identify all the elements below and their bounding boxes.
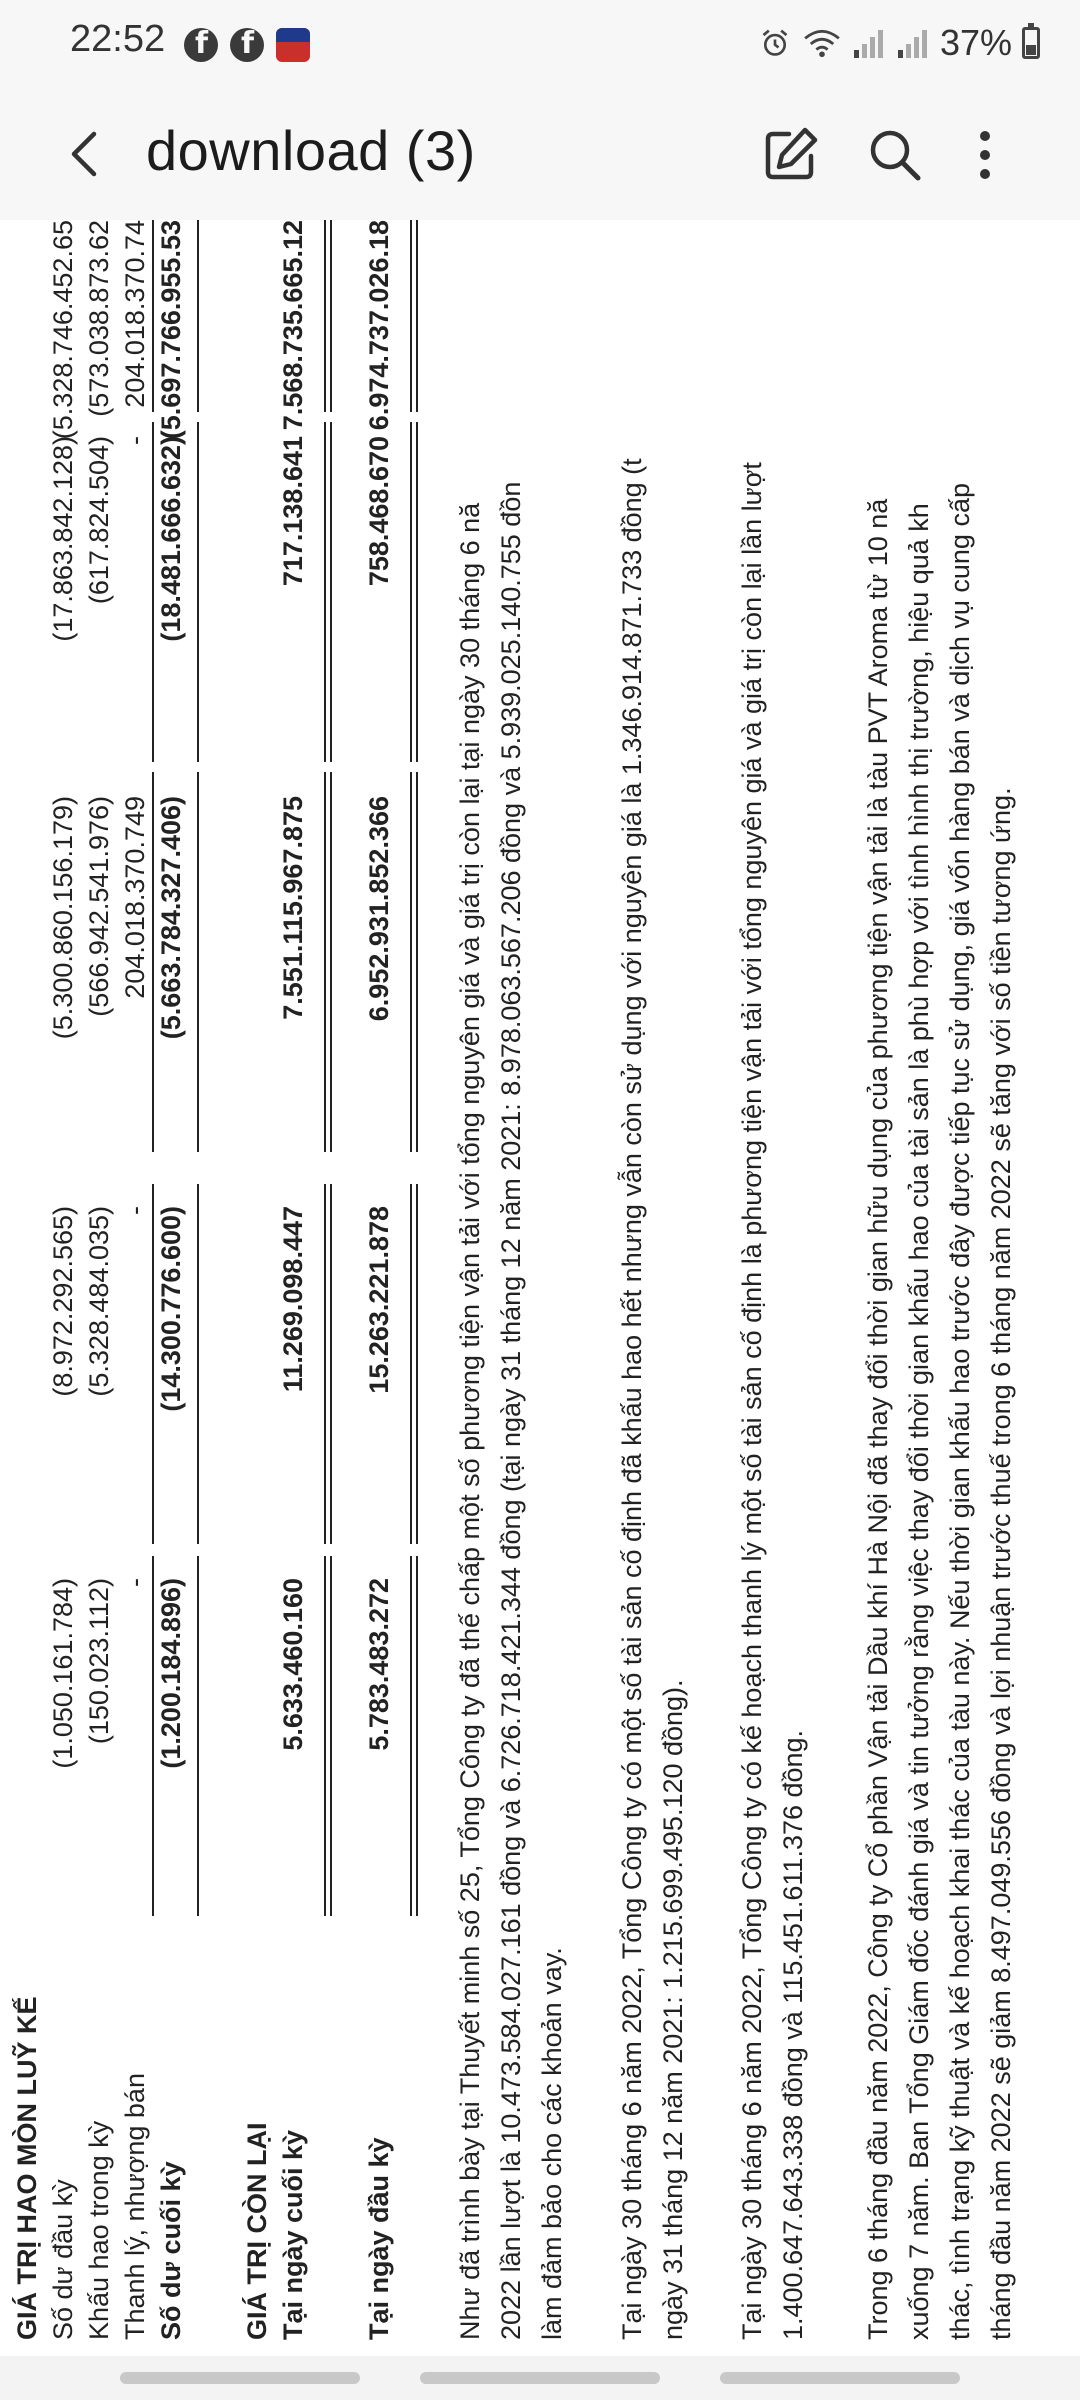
rule-line: [410, 1184, 412, 1544]
rule-line: [152, 772, 154, 1152]
rule-line: [330, 772, 332, 1152]
cell-disposal-2: -: [120, 1206, 150, 1215]
cell-closing-5: (5.697.766.955.53: [156, 220, 186, 440]
rule-line: [330, 1184, 332, 1544]
cell-charge-4: (617.824.504): [84, 436, 114, 605]
signal-icon: [852, 28, 886, 58]
cell-opening-5: (5.328.746.452.65: [48, 220, 78, 440]
row-label-opening: Số dư đầu kỳ: [48, 2179, 78, 2340]
rule-line: [416, 1184, 418, 1544]
cell-disposal-1: -: [120, 1578, 150, 1587]
rule-line: [410, 220, 412, 412]
app-bar: [0, 88, 1080, 220]
back-icon[interactable]: [56, 122, 120, 186]
text-line: Như đã trình bày tại Thuyết minh số 25, Tổng Công ty đã thế chấp một số phương tiện vận tải với tổng nguyên giá và giá trị còn lại tại ngày 30 tháng 6 nă: [455, 502, 485, 2340]
cell-opening-2: (8.972.292.565): [48, 1206, 78, 1397]
rule-line: [197, 1184, 199, 1544]
text-line: làm đảm bảo cho các khoản vay.: [537, 1947, 567, 2340]
nav-recent-handle[interactable]: [120, 2372, 360, 2384]
text-line: 2022 lần lượt là 10.473.584.027.161 đồng và 6.726.718.421.344 đồng (tại ngày 31 tháng 12 năm 2021: 8.978.063.567.206 đồng và 5.939.025.140.755 đồn: [496, 481, 526, 2340]
rule-line: [324, 220, 326, 412]
text-line: Trong 6 tháng đầu năm 2022, Công ty Cổ phần Vận tải Dầu khí Hà Nội đã thay đổi thời gian hữu dụng của phương tiện vận tải là tàu PVT Aroma từ 10 nă: [863, 498, 893, 2340]
text-line: xuống 7 năm. Ban Tổng Giám đốc đánh giá và tin tưởng rằng việc thay đổi thời gian khấu hao của tài sản là phù hợp với tình hình thị trường, hiệu quả kh: [904, 503, 934, 2340]
row-label-disposal: Thanh lý, nhượng bán: [120, 2073, 150, 2340]
row-label-closing: Số dư cuối kỳ: [156, 2161, 186, 2340]
search-icon[interactable]: [860, 120, 930, 190]
more-icon[interactable]: [955, 120, 1015, 190]
app-icon: [276, 28, 310, 62]
cell-opening-4: (17.863.842.128): [48, 436, 78, 642]
note-paragraph: [450, 220, 573, 2340]
cell-charge-1: (150.023.112): [84, 1578, 114, 1745]
rule-line: [197, 1556, 199, 1916]
rule-line: [152, 422, 154, 762]
battery-percent: 37%: [939, 22, 1012, 63]
text-line: Tại ngày 30 tháng 6 năm 2022, Tổng Công ty có kế hoạch thanh lý một số tài sản cố định là phương tiện vận tải với tổng nguyên giá và giá trị còn lại lần lượt: [737, 462, 767, 2340]
battery-icon: [1022, 27, 1040, 59]
rule-line: [416, 422, 418, 762]
rule-line: [197, 422, 199, 762]
rule-line: [410, 1556, 412, 1916]
cell-closing-4: (18.481.666.632): [156, 436, 186, 642]
cell-nbv-start-1: 5.783.483.272: [364, 1578, 394, 1751]
rule-line: [324, 1556, 326, 1916]
cell-nbv-start-4: 758.468.670: [364, 436, 394, 587]
cell-nbv-end-4: 717.138.641: [278, 436, 308, 587]
rule-line: [410, 422, 412, 762]
rule-line: [197, 220, 199, 412]
text-line: Tại ngày 30 tháng 6 năm 2022, Tổng Công ty có một số tài sản cố định đã khấu hao hết nhưng vẫn còn sử dụng với nguyên giá là 1.346.914.871.733 đồng (t: [617, 458, 647, 2340]
note-paragraph: [858, 220, 1022, 2340]
text-line: ngày 31 tháng 12 năm 2021: 1.215.699.495.120 đồng).: [658, 1679, 688, 2340]
cell-charge-5: (573.038.873.62: [84, 220, 114, 417]
note-paragraph: [612, 220, 694, 2340]
rule-line: [324, 772, 326, 1152]
cell-nbv-end-5: 7.568.735.665.12: [278, 220, 308, 431]
rule-line: [330, 220, 332, 412]
status-indicators: [758, 18, 1040, 68]
section-depreciation-heading: GIÁ TRỊ HAO MÒN LUỸ KẾ: [12, 1996, 42, 2340]
signal-icon: [896, 28, 930, 58]
row-label-charge: Khấu hao trong kỳ: [84, 2120, 114, 2340]
nav-back-handle[interactable]: [720, 2372, 960, 2384]
facebook-icon: [184, 28, 218, 62]
rule-line: [416, 772, 418, 1152]
status-bar: [0, 0, 1080, 88]
rule-line: [324, 1184, 326, 1544]
row-label-nbv-start: Tại ngày đầu kỳ: [364, 2137, 394, 2340]
cell-nbv-end-2: 11.269.098.447: [278, 1206, 308, 1393]
rule-line: [416, 1556, 418, 1916]
nav-home-handle[interactable]: [420, 2372, 660, 2384]
cell-charge-3: (566.942.541.976): [84, 796, 114, 1017]
text-line: thác, tình trạng kỹ thuật và kế hoạch khai thác của tàu này. Nếu thời gian khấu hao trước đây được tiếp tục sử dụng, giá vốn hàng bán và dịch vụ cung cấp: [945, 483, 975, 2340]
cell-disposal-5: 204.018.370.74: [120, 220, 150, 408]
rule-line: [324, 422, 326, 762]
page-title: download (3): [146, 119, 476, 182]
wifi-icon: [802, 28, 842, 58]
rule-line: [416, 220, 418, 412]
facebook-icon: [230, 28, 264, 62]
cell-disposal-4: -: [120, 436, 150, 445]
document-viewer[interactable]: [0, 220, 1080, 2356]
cell-nbv-start-5: 6.974.737.026.18: [364, 220, 394, 431]
rule-line: [410, 772, 412, 1152]
rule-line: [197, 772, 199, 1152]
row-label-nbv-end: Tại ngày cuối kỳ: [278, 2129, 308, 2340]
rule-line: [152, 1184, 154, 1544]
alarm-icon: [758, 28, 792, 58]
cell-opening-1: (1.050.161.784): [48, 1578, 78, 1769]
cell-charge-2: (5.328.484.035): [84, 1206, 114, 1397]
cell-nbv-end-1: 5.633.460.160: [278, 1578, 308, 1751]
cell-nbv-start-3: 6.952.931.852.366: [364, 796, 394, 1022]
cell-disposal-3: 204.018.370.749: [120, 796, 150, 999]
cell-closing-1: (1.200.184.896): [156, 1578, 186, 1769]
rule-line: [330, 1556, 332, 1916]
status-time: 22:52: [70, 18, 166, 60]
rule-line: [152, 220, 154, 412]
navigation-bar: [0, 2356, 1080, 2400]
document-page: [0, 220, 1080, 2356]
text-line: 1.400.647.643.338 đồng và 115.451.611.376 đồng.: [778, 1729, 808, 2340]
cell-nbv-start-2: 15.263.221.878: [364, 1206, 394, 1394]
edit-icon[interactable]: [755, 120, 825, 190]
rule-line: [330, 422, 332, 762]
text-line: tháng đầu năm 2022 sẽ giảm 8.497.049.556 đồng và lợi nhuận trước thuế trong 6 tháng năm 2022 sẽ tăng với số tiền tương ứng.: [986, 787, 1016, 2340]
cell-closing-2: (14.300.776.600): [156, 1206, 186, 1412]
note-paragraph: [732, 220, 814, 2340]
cell-opening-3: (5.300.860.156.179): [48, 796, 78, 1040]
section-nbv-heading: GIÁ TRỊ CÒN LẠI: [242, 2122, 272, 2340]
cell-nbv-end-3: 7.551.115.967.875: [278, 796, 308, 1020]
cell-closing-3: (5.663.784.327.406): [156, 796, 186, 1040]
rule-line: [152, 1556, 154, 1916]
